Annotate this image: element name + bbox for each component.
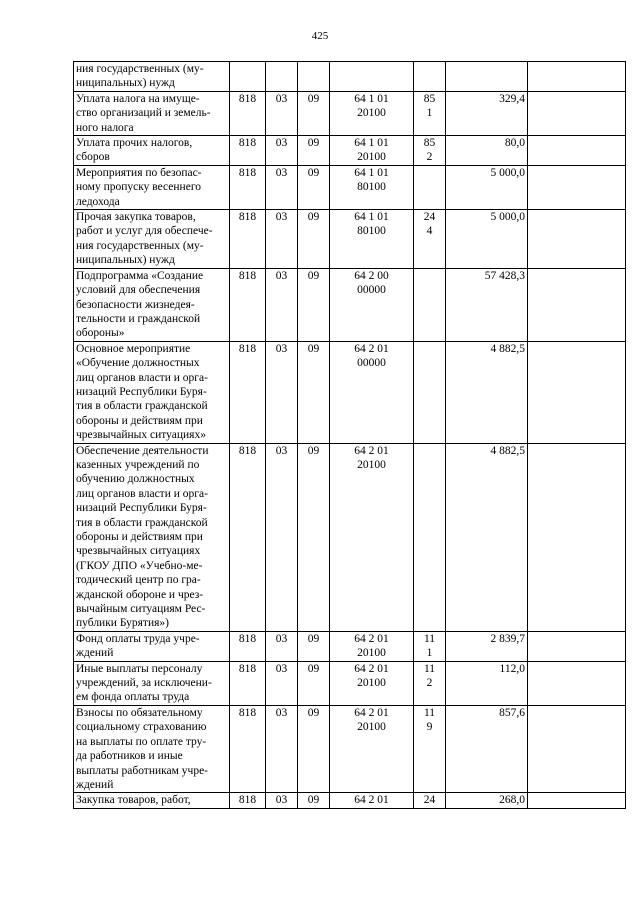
expense-type-cell (414, 661, 446, 705)
item-name-cell-line: ждений (76, 647, 114, 660)
item-name-cell-line: Мероприятия по безопас- (76, 166, 202, 179)
target-article-cell (330, 165, 414, 209)
subsection-code-cell: 09 (298, 793, 330, 808)
item-name-cell-line: учреждений, за исключени- (76, 677, 212, 690)
table-row (74, 443, 626, 631)
item-name-cell-line: да работников и иные (76, 750, 183, 763)
amount-cell: 329,4 (446, 91, 528, 135)
expense-type-cell (414, 268, 446, 341)
subsection-code-cell: 09 (298, 661, 330, 705)
item-name-cell (74, 165, 230, 209)
item-name-cell-line: безопасности жизнедея- (76, 298, 195, 311)
item-name-cell-line: публики Бурятия») (76, 617, 169, 630)
item-name-cell-line: (ГКОУ ДПО «Учебно-ме- (76, 559, 203, 572)
amount-cell: 4 882,5 (446, 341, 528, 443)
amount-cell: 80,0 (446, 136, 528, 166)
empty-cell (528, 341, 626, 443)
item-name-cell-line: обороны и действиям при (76, 414, 203, 427)
target-article-cell (330, 91, 414, 135)
item-name-cell-line: Уплата налога на имуще- (76, 92, 200, 105)
amount-cell: 57 428,3 (446, 268, 528, 341)
section-code-cell: 03 (266, 165, 298, 209)
table-row (74, 661, 626, 705)
target-article-cell (330, 793, 414, 808)
table-row (74, 341, 626, 443)
item-name-cell-line: ниципальных) нужд (76, 254, 175, 267)
target-article-cell (330, 268, 414, 341)
grbs-code-cell: 818 (230, 210, 266, 269)
target-article-cell-line: 64 2 01 (354, 662, 389, 675)
target-article-cell (330, 136, 414, 166)
grbs-code-cell: 818 (230, 661, 266, 705)
item-name-cell (74, 210, 230, 269)
target-article-cell-line: 20100 (357, 458, 386, 471)
target-article-cell-line: 64 2 01 (354, 794, 389, 807)
item-name-cell-line: ледохода (76, 195, 120, 208)
empty-cell (528, 136, 626, 166)
item-name-cell-line: казенных учреждений по (76, 458, 200, 471)
item-name-cell-line: лиц органов власти и орга- (76, 371, 208, 384)
target-article-cell-line: 20100 (357, 647, 386, 660)
empty-cell (528, 793, 626, 808)
item-name-cell-line: Иные выплаты персоналу (76, 662, 203, 675)
item-name-cell-line: Прочая закупка товаров, (76, 211, 196, 224)
section-code-cell: 03 (266, 793, 298, 808)
grbs-code-cell: 818 (230, 165, 266, 209)
item-name-cell-line: Фонд оплаты труда учре- (76, 632, 200, 645)
grbs-code-cell (230, 62, 266, 92)
item-name-cell (74, 268, 230, 341)
subsection-code-cell: 09 (298, 210, 330, 269)
grbs-code-cell: 818 (230, 91, 266, 135)
item-name-cell-line: лиц органов власти и орга- (76, 487, 208, 500)
target-article-cell-line: 64 1 01 (354, 92, 389, 105)
empty-cell (528, 631, 626, 661)
item-name-cell-line: чрезвычайных ситуациях (76, 545, 201, 558)
target-article-cell (330, 210, 414, 269)
amount-cell: 268,0 (446, 793, 528, 808)
target-article-cell-line: 20100 (357, 677, 386, 690)
empty-cell (528, 705, 626, 792)
table-row (74, 62, 626, 92)
expense-type-cell-line: 11 (423, 706, 436, 719)
target-article-cell-line: 64 2 01 (354, 444, 389, 457)
item-name-cell-line: ем фонда оплаты труда (76, 691, 190, 704)
expense-type-cell (414, 165, 446, 209)
item-name-cell-line: «Обучение должностных (76, 357, 200, 370)
target-article-cell-line: 00000 (357, 357, 386, 370)
item-name-cell-line: обороны» (76, 327, 125, 340)
item-name-cell (74, 91, 230, 135)
table-row (74, 165, 626, 209)
item-name-cell (74, 62, 230, 92)
subsection-code-cell (298, 62, 330, 92)
grbs-code-cell: 818 (230, 631, 266, 661)
expense-type-cell (414, 341, 446, 443)
expense-type-cell-line: 24 (423, 211, 436, 224)
target-article-cell-line: 64 1 01 (354, 211, 389, 224)
target-article-cell-line: 20100 (357, 107, 386, 120)
item-name-cell-line: вычайным ситуациям Рес- (76, 603, 206, 616)
target-article-cell-line: 64 1 01 (354, 137, 389, 150)
item-name-cell-line: ство организаций и земель- (76, 107, 211, 120)
target-article-cell (330, 341, 414, 443)
target-article-cell (330, 631, 414, 661)
expense-type-cell (414, 631, 446, 661)
subsection-code-cell: 09 (298, 443, 330, 631)
item-name-cell-line: Закупка товаров, работ, (76, 794, 191, 807)
section-code-cell: 03 (266, 661, 298, 705)
section-code-cell: 03 (266, 210, 298, 269)
target-article-cell-line: 00000 (357, 284, 386, 297)
expense-type-cell-line: 85 (423, 137, 436, 150)
table-row (74, 210, 626, 269)
item-name-cell-line: Основное мероприятие (76, 342, 191, 355)
item-name-cell-line: Подпрограмма «Создание (76, 269, 204, 282)
expense-type-cell (414, 443, 446, 631)
item-name-cell-line: ного налога (76, 121, 134, 134)
table-row (74, 91, 626, 135)
item-name-cell-line: ния государственных (му- (76, 239, 204, 252)
item-name-cell-line: ния государственных (му- (76, 63, 204, 75)
amount-cell: 5 000,0 (446, 210, 528, 269)
expense-type-cell-line: 11 (423, 662, 436, 675)
section-code-cell: 03 (266, 341, 298, 443)
item-name-cell-line: Уплата прочих налогов, (76, 137, 193, 150)
item-name-cell-line: обороны и действиям при (76, 531, 203, 543)
item-name-cell-line: тельности и гражданской (76, 312, 201, 325)
target-article-cell (330, 62, 414, 92)
expense-type-cell-line: 4 (426, 225, 433, 238)
section-code-cell: 03 (266, 443, 298, 631)
table-row (74, 631, 626, 661)
empty-cell (528, 443, 626, 631)
item-name-cell-line: низаций Республики Буря- (76, 385, 207, 398)
table-row (74, 793, 626, 808)
empty-cell (528, 661, 626, 705)
grbs-code-cell: 818 (230, 268, 266, 341)
item-name-cell-line: сборов (76, 151, 110, 164)
subsection-code-cell: 09 (298, 136, 330, 166)
grbs-code-cell: 818 (230, 136, 266, 166)
item-name-cell-line: тия в области гражданской (76, 516, 208, 529)
target-article-cell-line: 64 1 01 (354, 166, 389, 179)
expense-type-cell-line: 1 (426, 647, 433, 660)
section-code-cell: 03 (266, 705, 298, 792)
item-name-cell-line: условий для обеспечения (76, 284, 201, 297)
target-article-cell-line: 20100 (357, 721, 386, 734)
amount-cell (446, 62, 528, 92)
item-name-cell-line: низаций Республики Буря- (76, 502, 207, 515)
item-name-cell-line: чрезвычайных ситуациях» (76, 429, 206, 442)
subsection-code-cell: 09 (298, 631, 330, 661)
subsection-code-cell: 09 (298, 341, 330, 443)
item-name-cell-line: ниципальных) нужд (76, 77, 175, 90)
expense-type-cell (414, 210, 446, 269)
section-code-cell: 03 (266, 631, 298, 661)
target-article-cell-line: 64 2 00 (354, 269, 389, 282)
item-name-cell (74, 341, 230, 443)
expense-type-cell-line: 85 (423, 92, 436, 105)
expense-type-cell (414, 793, 446, 808)
item-name-cell-line: Обеспечение деятельности (76, 444, 209, 457)
item-name-cell (74, 705, 230, 792)
expense-type-cell (414, 62, 446, 92)
empty-cell (528, 165, 626, 209)
subsection-code-cell: 09 (298, 268, 330, 341)
section-code-cell: 03 (266, 91, 298, 135)
section-code-cell: 03 (266, 136, 298, 166)
grbs-code-cell: 818 (230, 443, 266, 631)
item-name-cell (74, 136, 230, 166)
expense-type-cell-line: 2 (426, 677, 433, 690)
empty-cell (528, 91, 626, 135)
item-name-cell (74, 793, 230, 808)
expense-type-cell (414, 91, 446, 135)
subsection-code-cell: 09 (298, 705, 330, 792)
expense-type-cell-line: 2 (426, 151, 433, 164)
item-name-cell-line: обучению должностных (76, 473, 195, 486)
grbs-code-cell: 818 (230, 705, 266, 792)
section-code-cell: 03 (266, 268, 298, 341)
expense-type-cell (414, 705, 446, 792)
expense-type-cell-line: 9 (426, 721, 433, 734)
empty-cell (528, 210, 626, 269)
target-article-cell (330, 705, 414, 792)
item-name-cell-line: тия в области гражданской (76, 400, 208, 413)
item-name-cell-line: работ и услуг для обеспече- (76, 225, 213, 238)
grbs-code-cell: 818 (230, 793, 266, 808)
page-number: 425 (311, 30, 329, 42)
subsection-code-cell: 09 (298, 91, 330, 135)
target-article-cell (330, 443, 414, 631)
item-name-cell-line: жданской обороне и чрез- (76, 588, 204, 601)
amount-cell: 5 000,0 (446, 165, 528, 209)
item-name-cell-line: тодический центр по гра- (76, 574, 201, 587)
item-name-cell-line: Взносы по обязательному (76, 706, 203, 719)
amount-cell: 857,6 (446, 705, 528, 792)
item-name-cell-line: выплаты работникам учре- (76, 764, 209, 777)
item-name-cell-line: на выплаты по оплате тру- (76, 735, 207, 748)
amount-cell: 112,0 (446, 661, 528, 705)
target-article-cell (330, 661, 414, 705)
item-name-cell-line: ному пропуску весеннего (76, 181, 201, 194)
expense-type-cell-line: 11 (423, 632, 436, 645)
empty-cell (528, 268, 626, 341)
target-article-cell-line: 20100 (357, 151, 386, 164)
table-body (74, 62, 626, 809)
target-article-cell-line: 64 2 01 (354, 342, 389, 355)
item-name-cell (74, 443, 230, 631)
budget-table (73, 61, 626, 809)
amount-cell: 4 882,5 (446, 443, 528, 631)
grbs-code-cell: 818 (230, 341, 266, 443)
subsection-code-cell: 09 (298, 165, 330, 209)
target-article-cell-line: 64 2 01 (354, 706, 389, 719)
expense-type-cell-line: 1 (426, 107, 433, 120)
section-code-cell (266, 62, 298, 92)
table-row (74, 705, 626, 792)
expense-type-cell-line: 24 (423, 794, 436, 807)
amount-cell: 2 839,7 (446, 631, 528, 661)
table-row (74, 136, 626, 166)
target-article-cell-line: 64 2 01 (354, 632, 389, 645)
target-article-cell-line: 80100 (357, 225, 386, 238)
table-row (74, 268, 626, 341)
item-name-cell-line: ждений (76, 778, 114, 791)
expense-type-cell (414, 136, 446, 166)
target-article-cell-line: 80100 (357, 181, 386, 194)
item-name-cell (74, 631, 230, 661)
item-name-cell (74, 661, 230, 705)
empty-cell (528, 62, 626, 92)
item-name-cell-line: социальному страхованию (76, 721, 207, 734)
